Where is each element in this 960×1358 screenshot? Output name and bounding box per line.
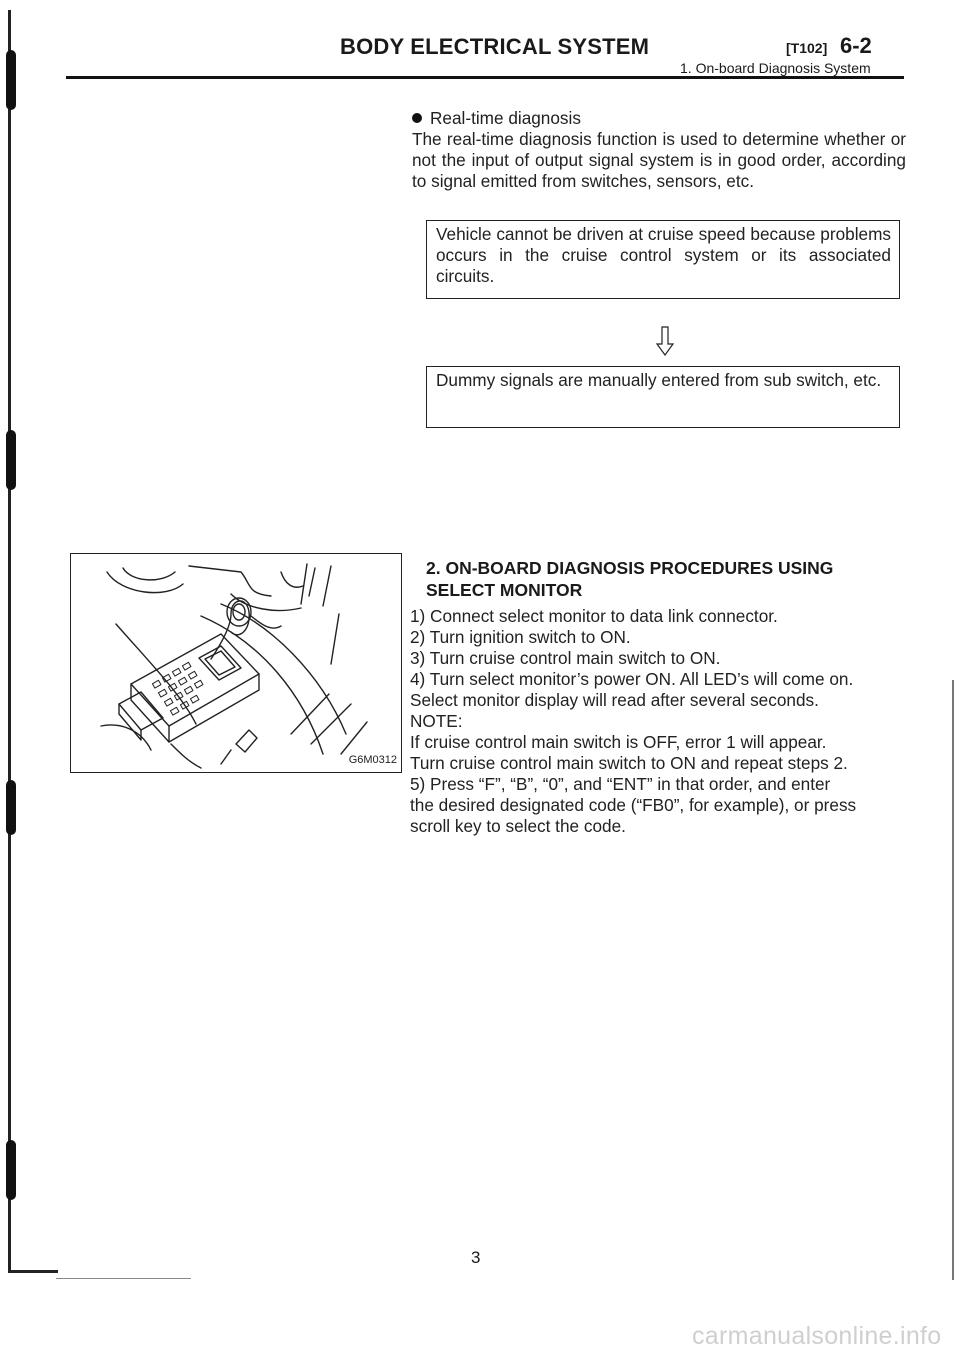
step-line: 1) Connect select monitor to data link connector.	[410, 606, 778, 626]
figure-label: G6M0312	[348, 754, 397, 766]
realtime-bullet-label: Real-time diagnosis	[430, 108, 581, 128]
step-line: Turn cruise control main switch to ON and repeat steps 2.	[410, 753, 848, 773]
step-line: the desired designated code (“FB0”, for example), or press	[410, 795, 857, 815]
step-line: NOTE:	[410, 711, 463, 731]
action-box: Dummy signals are manually entered from sub switch, etc.	[426, 366, 900, 428]
header-page-ref: 6-2	[840, 33, 872, 58]
section-title	[426, 557, 896, 601]
watermark: carmanualsonline.info	[692, 1322, 942, 1350]
section-title-line: 2. ON-BOARD DIAGNOSIS PROCEDURES USING	[426, 558, 834, 578]
step-line: If cruise control main switch is OFF, error 1 will appear.	[410, 732, 827, 752]
step-line: scroll key to select the code.	[410, 816, 626, 836]
header-title: BODY ELECTRICAL SYSTEM	[340, 34, 650, 59]
binding-edge-line	[8, 10, 11, 1272]
header-subtitle: 1. On-board Diagnosis System	[680, 60, 871, 76]
step-line: 4) Turn select monitor’s power ON. All LED’s will come on.	[410, 669, 854, 689]
step-line: Select monitor display will read after several seconds.	[410, 690, 819, 710]
binding-mark	[6, 780, 16, 835]
step-line: 3) Turn cruise control main switch to ON.	[410, 648, 721, 668]
header-code: [T102]	[786, 40, 828, 56]
realtime-paragraph: The real-time diagnosis function is used to determine whether or not the input of output signal system is in good order, according to signal emitted from switches, sensors, etc.	[412, 129, 906, 191]
page-number: 3	[471, 1248, 481, 1267]
select-monitor-illustration-icon	[71, 554, 401, 772]
binding-edge-foot	[8, 1270, 58, 1273]
bullet-icon	[412, 113, 422, 123]
figure-box	[70, 553, 402, 773]
binding-edge-foot-thin	[56, 1278, 191, 1279]
page-right-edge	[952, 680, 954, 1280]
section-title-line: SELECT MONITOR	[426, 580, 583, 600]
binding-mark	[6, 50, 16, 110]
step-line: 2) Turn ignition switch to ON.	[410, 627, 631, 647]
condition-box: Vehicle cannot be driven at cruise speed because problems occurs in the cruise control system or its associated circuits.	[426, 220, 900, 299]
header-rule	[66, 76, 904, 79]
down-arrow-icon	[656, 326, 674, 356]
procedure-steps	[410, 606, 906, 837]
binding-mark	[6, 430, 16, 490]
binding-mark	[6, 1140, 16, 1200]
step-line: 5) Press “F”, “B”, “0”, and “ENT” in that order, and enter	[410, 774, 831, 794]
realtime-bullet	[412, 108, 912, 129]
